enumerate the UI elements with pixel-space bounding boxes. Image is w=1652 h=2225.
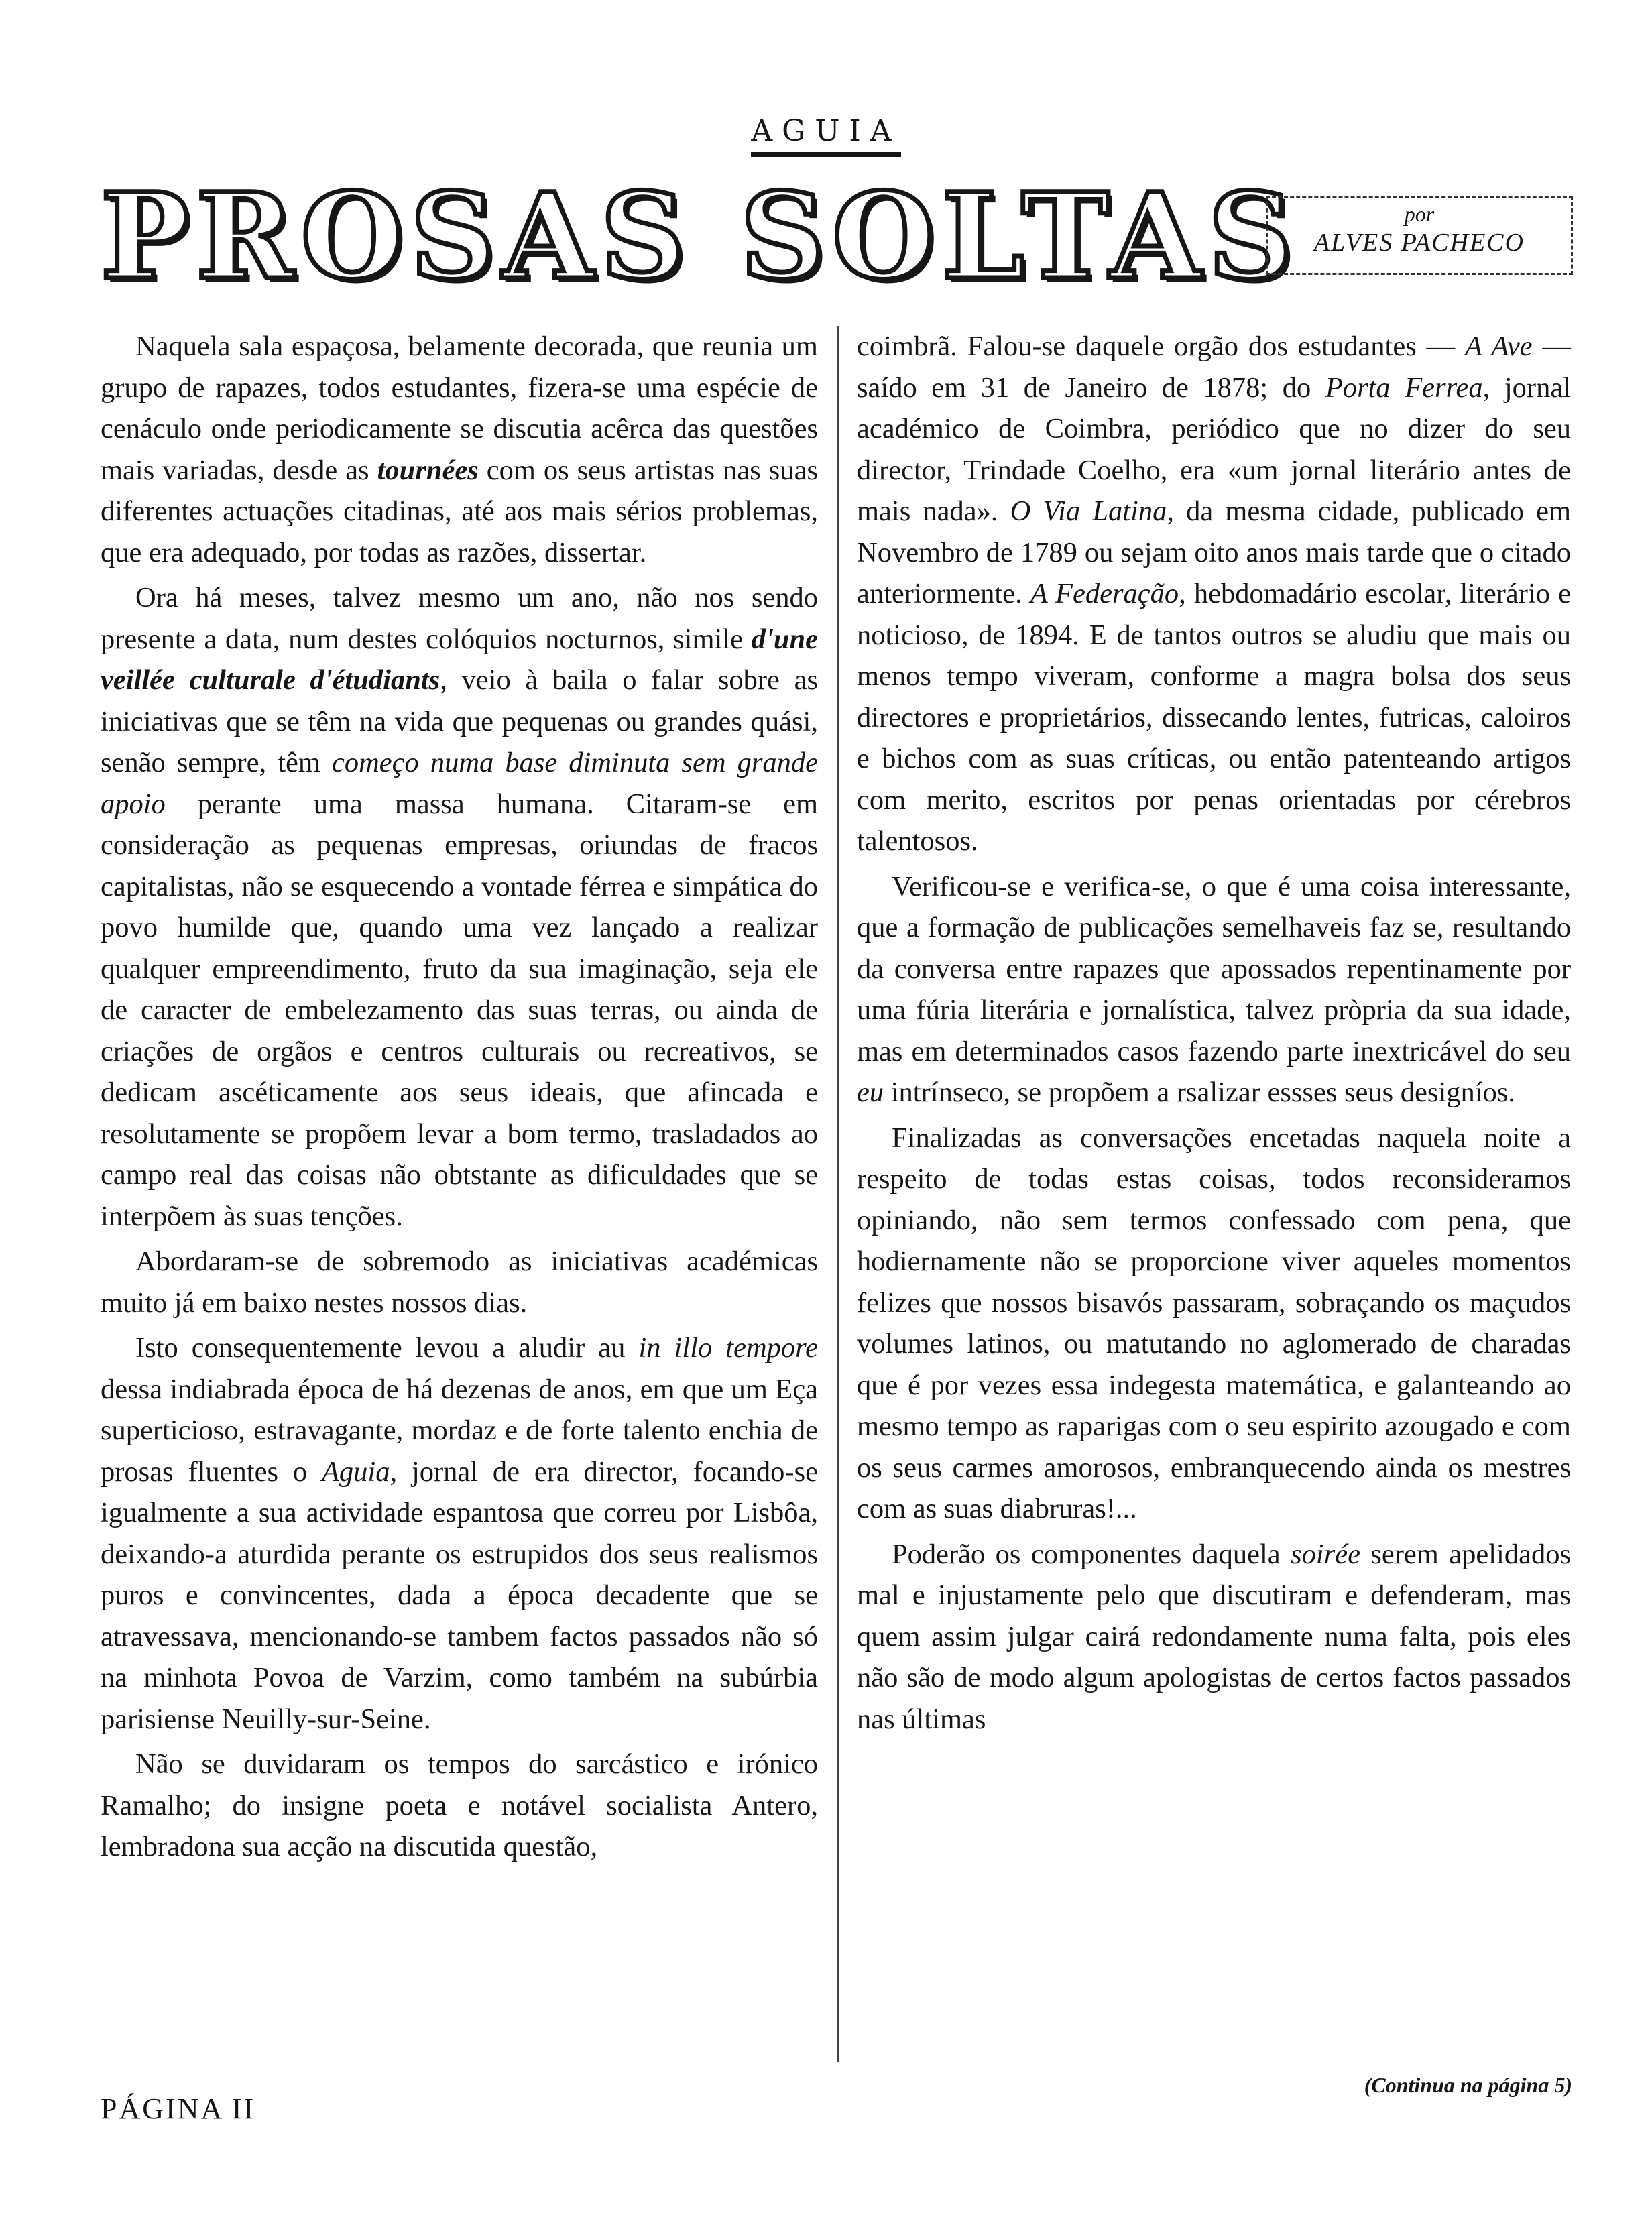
byline-box [1266,196,1573,275]
article-title: PROSAS SOLTAS [101,167,1300,306]
paragraph [857,866,1571,1114]
italic-phrase: tournées [377,454,479,486]
italic-phrase: começo numa base diminuta sem grande apoio [101,747,818,820]
text-run: , jornal de era director, focando-se igualmente a sua actividade espantosa que correu por Lisbôa, deixando-a aturdida perante os estrupidos dos seus realismos puros e convincentes, dada a época decadente que se atravessava, mencionando-se tambem factos passados não só na minhota Povoa de Varzim, como também na subúrbia parisiense Neuilly-sur-Seine. [101,1455,818,1735]
left-column [101,326,818,1868]
paragraph [101,1744,818,1868]
paragraph [101,326,818,573]
italic-phrase: A Federação [1030,578,1179,609]
text-run: com os seus artistas nas suas diferentes actuações citadinas, até aos mais sérios problemas, que era adequado, por todas as razões, dissertar. [101,454,819,568]
italic-phrase: O Via Latina [1010,495,1167,527]
running-header [0,114,1652,157]
text-run: Poderão os componentes daquela [892,1538,1291,1570]
text-run: Naquela sala espaçosa, belamente decorada, que reunia um grupo de rapazes, todos estudantes, fizera-se uma espécie de cenáculo onde periodicamente se discutia acêrca das questões mais variadas, desde as [101,330,818,486]
paragraph [857,326,1571,862]
text-run: Finalizadas as conversações encetadas naquela noite a respeito de todas estas coisas, todos reconsideramos opiniando, não sem termos confessado com pena, que hodiernamente não se proporcione viver aqueles momentos felizes que nossos bisavós passaram, sobraçando os maçudos volumes latinos, ou matutando no aglomerado de charadas que é por vezes essa indegesta matemática, e galanteando ao mesmo tempo as raparigas com o seu espirito azougado e com os seus carmes amorosos, embranquecendo ainda os mestres com as suas diabruras!... [857,1122,1571,1524]
paragraph [101,577,818,1237]
paragraph [857,1118,1571,1530]
column-divider [837,326,839,2062]
paragraph [857,1534,1571,1740]
text-run: intrínseco, se propõem a rsalizar essses seus designíos. [884,1077,1515,1108]
text-run: Abordaram-se de sobremodo as iniciativas académicas muito já em baixo nestes nossos dias. [101,1246,818,1319]
italic-phrase: soirée [1291,1538,1360,1570]
text-run: , hebdomadário escolar, literário e noticioso, de 1894. E de tantos outros se aludiu que mais ou menos tempo viveram, conforme a magra bolsa dos seus directores e proprietários, dissecando lentes, futricas, caloiros e bichos com as suas críticas, ou então patenteando artigos com merito, escritos por penas orientadas por cérebros talentosos. [857,578,1571,857]
right-column [857,326,1571,1740]
text-run: Isto consequentemente levou a aludir au [135,1332,639,1364]
text-run: Verificou-se e verifica-se, o que é uma coisa interessante, que a formação de publicações semelhaveis faz se, resultando da conversa entre rapazes que apossados repentinamente por uma fúria literária e jornalística, talvez pròpria da sua idade, mas em determinados casos fazendo parte inextricável do seu [857,870,1571,1067]
paragraph [101,1241,818,1323]
text-run: perante uma massa humana. Citaram-se em consideração as pequenas empresas, oriundas de fracos capitalistas, não se esquecendo a vontade férrea e simpática do povo humilde que, quando uma vez lançado a realizar qualquer empreendimento, fruto da sua imaginação, seja ele de caracter de embelezamento das suas terras, ou ainda de criações de orgãos e centros culturais ou recreativos, se dedicam ascéticamente aos seus ideais, que afincada e resolutamente se propõem levar a bom termo, trasladados ao campo real das coisas não obtstante as dificuldades que se interpõem às suas tenções. [101,788,818,1232]
page-number: PÁGINA II [101,2092,256,2125]
byline-prefix: por [1404,202,1435,226]
text-run: , veio à baila o falar sobre as iniciativas que se têm na vida que pequenas ou grandes quási, senão sempre, têm [101,664,818,778]
text-run: serem apelidados mal e injustamente pelo que discutiram e defenderam, mas quem assim julgar cairá redondamente numa falta, pois eles não são de modo algum apologistas de certos factos passados nas últimas [857,1538,1571,1735]
italic-phrase: Porta Ferrea [1325,371,1483,404]
paragraph [101,1327,818,1740]
italic-phrase: A Ave [1464,330,1533,362]
text-run: , jornal académico de Coimbra, periódico que no dizer do seu director, Trindade Coelho, era «um jornal literário antes de mais nada». [857,371,1571,527]
italic-phrase: in illo tempore [638,1332,818,1364]
running-header-text: AGUIA [751,114,900,157]
text-run: Não se duvidaram os tempos do sarcástico e irónico Ramalho; do insigne poeta e notável socialista Antero, lembradona sua acção na discutida questão, [101,1748,818,1862]
text-run: dessa indiabrada época de há dezenas de anos, em que um Eça superticioso, estravagante, mordaz e de forte talento enchia de prosas fluentes o [101,1373,818,1488]
italic-phrase: eu [857,1077,884,1108]
text-run: , da mesma cidade, publicado em Novembro de 1789 ou sejam oito anos mais tarde que o citado anteriormente. [857,495,1571,609]
italic-phrase: Aguia [321,1455,390,1488]
text-run: — saído em 31 de Janeiro de 1878; do [857,330,1571,404]
continuation-note: (Continua na página 5) [1364,2073,1572,2097]
text-run: coimbrã. Falou-se daquele orgão dos estudantes — [857,330,1465,362]
italic-phrase: d'une veillée culturale d'étudiants [101,623,818,696]
byline-author: ALVES PACHECO [1313,229,1525,257]
text-run: Ora há meses, talvez mesmo um ano, não nos sendo presente a data, num destes colóquios nocturnos, simile [101,582,818,655]
